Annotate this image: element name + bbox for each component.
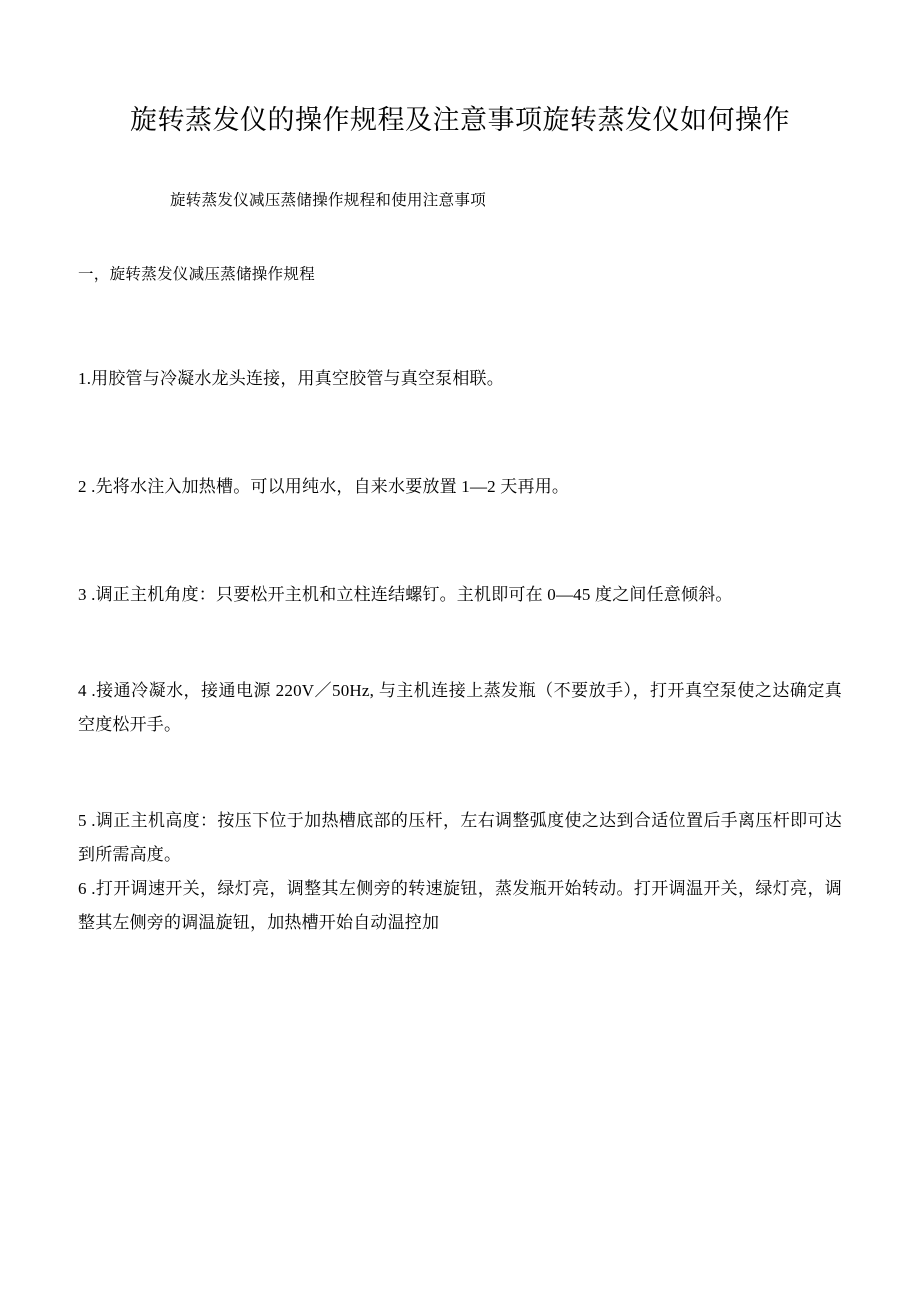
list-item: 1.用胶管与冷凝水龙头连接，用真空胶管与真空泵相联。 [78, 369, 504, 388]
page-title: 旋转蒸发仪的操作规程及注意事项旋转蒸发仪如何操作 [130, 105, 790, 135]
procedure-list [78, 288, 842, 940]
list-item: 5 .调正主机高度：按压下位于加热槽底部的压杆，左右调整弧度使之达到合适位置后手离压杆即可达到所需高度。 [78, 811, 842, 864]
section-heading: 一，旋转蒸发仪减压蒸储操作规程 [78, 266, 316, 283]
list-item: 3 .调正主机角度：只要松开主机和立柱连结螺钉。主机即可在 0—45 度之间任意倾斜。 [78, 585, 733, 604]
list-item: 4 .接通冷凝水，接通电源 220V／50Hz, 与主机连接上蒸发瓶（不要放手），打开真空泵使之达确定真空度松开手。 [78, 681, 842, 734]
list-item: 6 .打开调速开关，绿灯亮，调整其左侧旁的转速旋钮，蒸发瓶开始转动。打开调温开关，绿灯亮，调整其左侧旁的调温旋钮，加热槽开始自动温控加 [78, 879, 842, 932]
document-subtitle: 旋转蒸发仪减压蒸储操作规程和使用注意事项 [170, 192, 487, 209]
list-item: 2 .先将水注入加热槽。可以用纯水，自来水要放置 1—2 天再用。 [78, 477, 570, 496]
